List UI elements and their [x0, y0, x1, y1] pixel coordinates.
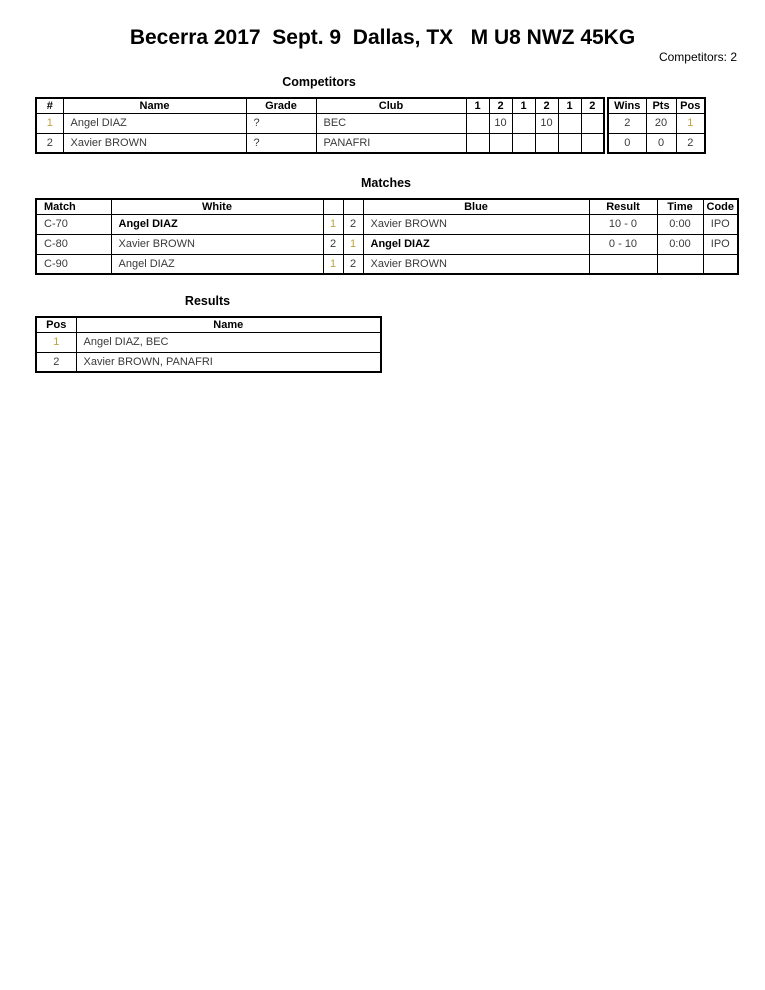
matches-heading: Matches — [360, 176, 412, 190]
match-result — [589, 254, 657, 274]
score-cell — [535, 133, 558, 153]
results-table — [35, 316, 382, 373]
score-cell: 10 — [535, 113, 558, 133]
results-heading: Results — [184, 294, 231, 308]
pts-value: 20 — [646, 113, 676, 133]
col-header-wins: Wins — [608, 98, 646, 113]
result-name: Angel DIAZ, BEC — [76, 332, 381, 352]
match-code: C-90 — [36, 254, 111, 274]
match-result: 10 - 0 — [589, 214, 657, 234]
matches-table — [35, 198, 739, 275]
score-cell — [466, 133, 489, 153]
blue-competitor-number: 1 — [343, 234, 363, 254]
match-time: 0:00 — [657, 214, 703, 234]
score-cell — [489, 133, 512, 153]
result-pos: 2 — [36, 352, 76, 372]
result-row — [36, 332, 381, 352]
match-time: 0:00 — [657, 234, 703, 254]
match-win-code: IPO — [703, 234, 738, 254]
col-header-white-num — [323, 199, 343, 214]
competitor-name: Angel DIAZ — [63, 113, 246, 133]
match-win-code: IPO — [703, 214, 738, 234]
col-header-grade: Grade — [246, 98, 316, 113]
score-cell — [558, 113, 581, 133]
standings-header-row — [608, 98, 705, 113]
col-header-result: Result — [589, 199, 657, 214]
col-header-blue-num — [343, 199, 363, 214]
competitor-grade: ? — [246, 113, 316, 133]
white-competitor-number: 1 — [323, 254, 343, 274]
col-header-name: Name — [63, 98, 246, 113]
blue-competitor-name: Xavier BROWN — [363, 254, 589, 274]
competitor-name: Xavier BROWN — [63, 133, 246, 153]
matches-header-row — [36, 199, 738, 214]
blue-competitor-name: Xavier BROWN — [363, 214, 589, 234]
col-header-score-5: 1 — [558, 98, 581, 113]
white-competitor-number: 2 — [323, 234, 343, 254]
standings-row — [608, 113, 705, 133]
results-section — [35, 294, 382, 373]
score-cell — [581, 113, 604, 133]
score-cell — [512, 113, 535, 133]
match-time — [657, 254, 703, 274]
match-row — [36, 234, 738, 254]
standings-table — [607, 97, 706, 154]
col-header-name: Name — [76, 317, 381, 332]
col-header-score-3: 1 — [512, 98, 535, 113]
competitor-number: 2 — [36, 133, 63, 153]
competitors-table — [35, 97, 605, 154]
col-header-score-1: 1 — [466, 98, 489, 113]
score-cell — [558, 133, 581, 153]
col-header-club: Club — [316, 98, 466, 113]
col-header-num: # — [36, 98, 63, 113]
wins-value: 0 — [608, 133, 646, 153]
blue-competitor-number: 2 — [343, 254, 363, 274]
result-name: Xavier BROWN, PANAFRI — [76, 352, 381, 372]
wins-value: 2 — [608, 113, 646, 133]
result-row — [36, 352, 381, 372]
competitors-heading: Competitors — [282, 75, 356, 89]
competitors-tables — [35, 97, 706, 154]
page-title: Becerra 2017 Sept. 9 Dallas, TX M U8 NWZ 45KG — [129, 26, 636, 49]
match-code: C-80 — [36, 234, 111, 254]
results-header-row — [36, 317, 381, 332]
pts-value: 0 — [646, 133, 676, 153]
blue-competitor-name: Angel DIAZ — [363, 234, 589, 254]
match-result: 0 - 10 — [589, 234, 657, 254]
standings-row — [608, 133, 705, 153]
col-header-white: White — [111, 199, 323, 214]
result-pos: 1 — [36, 332, 76, 352]
blue-competitor-number: 2 — [343, 214, 363, 234]
col-header-score-6: 2 — [581, 98, 604, 113]
matches-section — [35, 176, 739, 275]
col-header-pos: Pos — [676, 98, 705, 113]
competitor-number: 1 — [36, 113, 63, 133]
pos-value: 2 — [676, 133, 705, 153]
col-header-score-4: 2 — [535, 98, 558, 113]
score-cell — [466, 113, 489, 133]
match-code: C-70 — [36, 214, 111, 234]
competitor-row — [36, 113, 604, 133]
white-competitor-name: Angel DIAZ — [111, 214, 323, 234]
col-header-match: Match — [36, 199, 111, 214]
competitor-row — [36, 133, 604, 153]
white-competitor-number: 1 — [323, 214, 343, 234]
match-win-code — [703, 254, 738, 274]
white-competitor-name: Angel DIAZ — [111, 254, 323, 274]
score-cell: 10 — [489, 113, 512, 133]
competitors-header-row — [36, 98, 604, 113]
col-header-pts: Pts — [646, 98, 676, 113]
score-cell — [581, 133, 604, 153]
white-competitor-name: Xavier BROWN — [111, 234, 323, 254]
match-row — [36, 254, 738, 274]
score-cell — [512, 133, 535, 153]
match-row — [36, 214, 738, 234]
competitor-grade: ? — [246, 133, 316, 153]
competitors-count-label: Competitors: 2 — [658, 50, 737, 64]
col-header-code: Code — [703, 199, 738, 214]
competitor-club: BEC — [316, 113, 466, 133]
competitor-club: PANAFRI — [316, 133, 466, 153]
pos-value: 1 — [676, 113, 705, 133]
col-header-blue: Blue — [363, 199, 589, 214]
col-header-score-2: 2 — [489, 98, 512, 113]
competitors-section — [35, 75, 706, 154]
col-header-pos: Pos — [36, 317, 76, 332]
col-header-time: Time — [657, 199, 703, 214]
